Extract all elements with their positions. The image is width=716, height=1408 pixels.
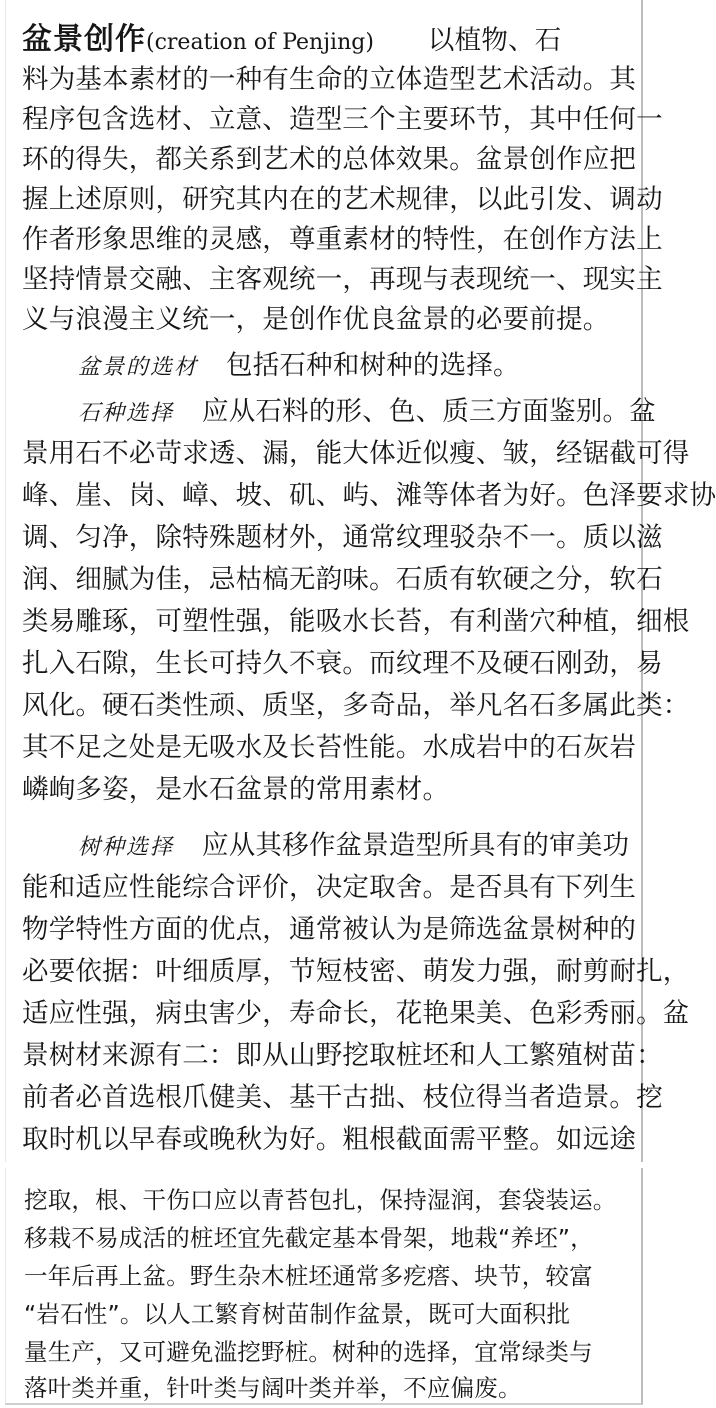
text-line: 风化。硬石类性顽、质坚，多奇品，举凡名石多属此类：	[22, 690, 690, 721]
selection-line	[22, 346, 642, 386]
text-line: 落叶类并重，针叶类与阔叶类并举，不应偏废。	[24, 1374, 522, 1402]
tree-term: 树种选择	[78, 835, 175, 860]
text-line: 景树材来源有二：即从山野挖取桩坯和人工繁殖树苗：	[22, 1040, 663, 1071]
text-line: 润、细腻为佳，忌枯槁无韵味。石质有软硬之分，软石	[22, 564, 663, 595]
tree-first-line-text: 应从其移作盆景造型所具有的审美功	[202, 830, 630, 861]
selection-text: 包括石种和树种的选择。	[226, 350, 520, 381]
text-line: 调、匀净，除特殊题材外，通常纹理驳杂不一。质以滋	[22, 522, 663, 553]
text-line: “岩石性”。以人工繁育树苗制作盆景，既可大面积批	[24, 1300, 571, 1328]
text-line: 作者形象思维的灵感，尊重素材的特性，在创作方法上	[22, 224, 663, 255]
text-line: 取时机以早春或晚秋为好。粗根截面需平整。如远途	[22, 1124, 637, 1155]
stone-first-line-text: 应从石料的形、色、质三方面鉴别。盆	[202, 396, 656, 427]
selection-term: 盆景的选材	[78, 355, 199, 380]
text-line: 料为基本素材的一种有生命的立体造型艺术活动。其	[22, 64, 637, 95]
text-line: 量生产，又可避免滥挖野桩。树种的选择，宜常绿类与	[24, 1338, 593, 1366]
tree-heading-line	[22, 826, 642, 866]
stone-heading-line	[22, 392, 656, 432]
text-line: 物学特性方面的优点，通常被认为是筛选盆景树种的	[22, 914, 637, 945]
text-line: 前者必首选根爪健美、基干古拙、枝位得当者造景。挖	[22, 1082, 663, 1113]
text-line: 必要依据：叶细质厚，节短枝密、萌发力强，耐剪耐扎，	[22, 956, 690, 987]
heading-line	[22, 20, 642, 60]
text-line: 扎入石隙，生长可持久不衰。而纹理不及硬石刚劲，易	[22, 648, 663, 679]
text-line: 程序包含选材、立意、造型三个主要环节，其中任何一	[22, 104, 663, 135]
text-line: 类易雕琢，可塑性强，能吸水长苔，有利凿穴种植，细根	[22, 606, 690, 637]
text-line: 一年后再上盆。野生杂木桩坯通常多疙瘩、块节，较富	[24, 1262, 593, 1290]
scan-seam	[0, 1162, 661, 1168]
text-line: 握上述原则，研究其内在的艺术规律，以此引发、调动	[22, 184, 663, 215]
text-line: 适应性强，病虫害少，寿命长，花艳果美、色彩秀丽。盆	[22, 998, 690, 1029]
text-line: 挖取，根、干伤口应以青苔包扎，保持湿润，套袋装运。	[24, 1186, 617, 1214]
text-line: 移栽不易成活的桩坯宜先截定基本骨架，地栽“养坯”，	[24, 1224, 594, 1252]
text-line: 坚持情景交融、主客观统一，再现与表现统一、现实主	[22, 264, 663, 295]
stone-term: 石种选择	[78, 401, 175, 426]
entry-english-term: (creation of Penjing)	[146, 30, 374, 55]
text-line: 环的得失，都关系到艺术的总体效果。盆景创作应把	[22, 144, 637, 175]
text-line: 嶙峋多姿，是水石盆景的常用素材。	[22, 774, 450, 805]
text-line: 其不足之处是无吸水及长苔性能。水成岩中的石灰岩	[22, 732, 637, 763]
text-line: 义与浪漫主义统一，是创作优良盆景的必要前提。	[22, 304, 610, 335]
text-line: 能和适应性能综合评价，决定取舍。是否具有下列生	[22, 872, 637, 903]
entry-term: 盆景创作	[22, 22, 146, 57]
text-line: 景用石不必苛求透、漏，能大体近似瘦、皱，经锯截可得	[22, 438, 690, 469]
heading-line-text: 以植物、石	[427, 25, 562, 56]
text-line: 峰、崖、岗、嶂、坡、矶、屿、滩等体者为好。色泽要求协	[22, 480, 716, 511]
